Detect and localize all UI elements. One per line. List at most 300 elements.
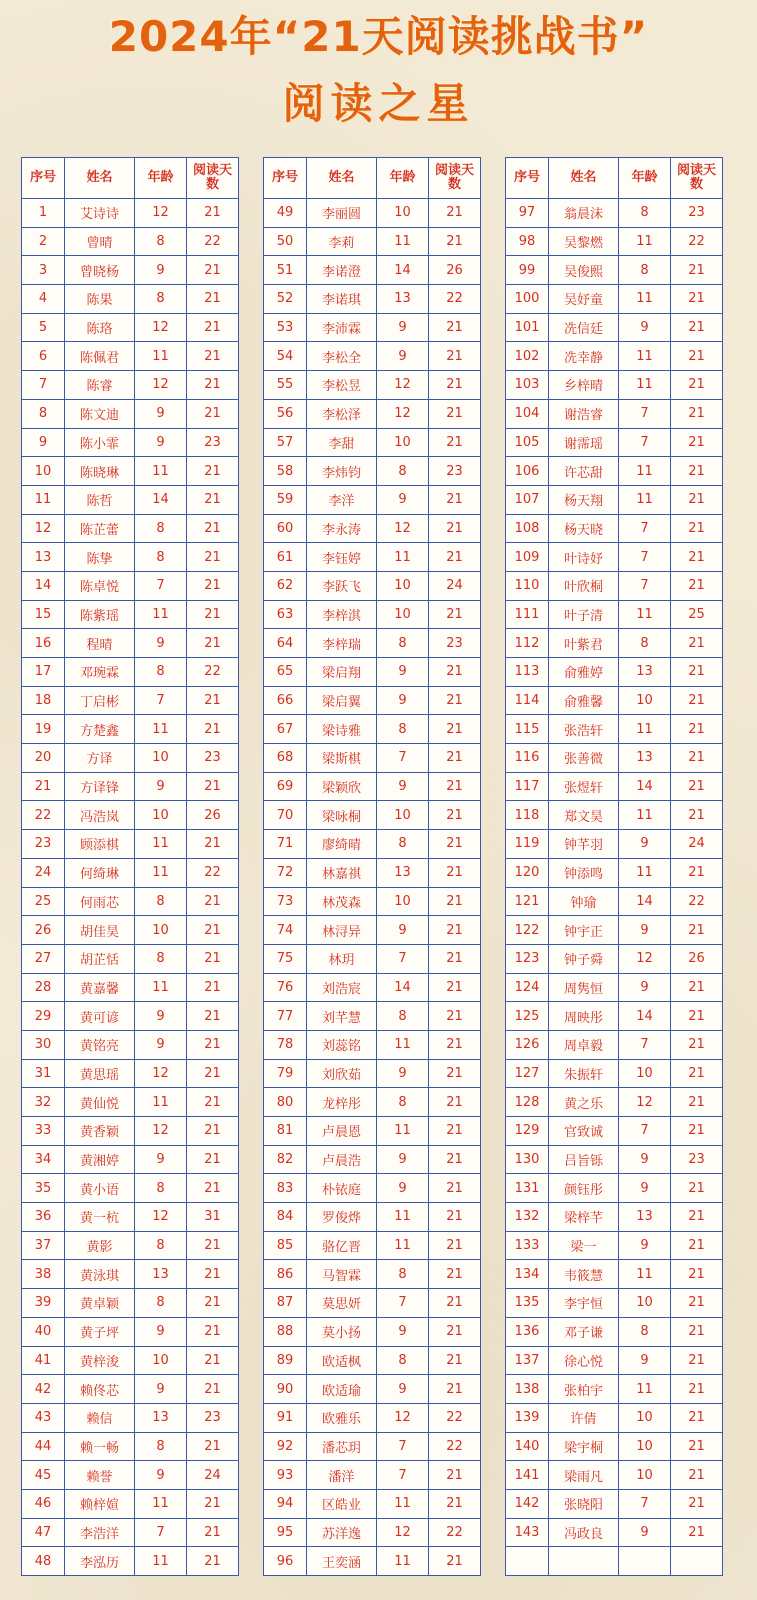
table-row	[506, 1317, 723, 1346]
table-row	[264, 1461, 481, 1490]
table-row	[22, 571, 239, 600]
cell-age: 14	[377, 973, 429, 1002]
cell-no: 99	[506, 256, 549, 285]
cell-days: 21	[187, 571, 239, 600]
cell-age: 11	[135, 342, 187, 371]
table-row	[506, 1547, 723, 1576]
cell-age: 8	[619, 199, 671, 228]
cell-days: 21	[429, 944, 481, 973]
table-row	[506, 428, 723, 457]
cell-age: 9	[377, 1174, 429, 1203]
cell-age	[619, 1547, 671, 1576]
cell-days: 21	[671, 686, 723, 715]
cell-name: 李宇恒	[549, 1289, 619, 1318]
cell-age: 8	[135, 1174, 187, 1203]
cell-name: 朱振轩	[549, 1059, 619, 1088]
cell-name: 赖佟芯	[65, 1375, 135, 1404]
cell-days: 22	[187, 658, 239, 687]
cell-age: 8	[135, 944, 187, 973]
cell-name: 俞雅馨	[549, 686, 619, 715]
cell-no: 65	[264, 658, 307, 687]
table-row	[264, 256, 481, 285]
cell-no: 118	[506, 801, 549, 830]
cell-age: 7	[377, 1461, 429, 1490]
cell-days: 21	[429, 1059, 481, 1088]
cell-no: 97	[506, 199, 549, 228]
cell-age: 8	[135, 227, 187, 256]
cell-age: 10	[377, 887, 429, 916]
cell-age: 13	[619, 744, 671, 773]
cell-days: 21	[187, 1317, 239, 1346]
cell-no: 19	[22, 715, 65, 744]
header-name: 姓名	[307, 158, 377, 199]
header-no: 序号	[506, 158, 549, 199]
cell-name: 莫小扬	[307, 1317, 377, 1346]
table-row	[506, 543, 723, 572]
cell-age: 12	[135, 199, 187, 228]
cell-name: 吴俊熙	[549, 256, 619, 285]
cell-days: 21	[671, 1260, 723, 1289]
table-header-row	[22, 158, 239, 199]
cell-age: 8	[377, 1346, 429, 1375]
cell-days: 21	[187, 1030, 239, 1059]
table-row	[264, 1030, 481, 1059]
cell-days: 21	[671, 342, 723, 371]
cell-age: 10	[135, 744, 187, 773]
cell-name: 李梓瑞	[307, 629, 377, 658]
cell-name: 黄卓颖	[65, 1289, 135, 1318]
cell-no: 125	[506, 1002, 549, 1031]
cell-name: 李炜钧	[307, 457, 377, 486]
table-row	[264, 686, 481, 715]
table-row	[22, 1059, 239, 1088]
table-row	[506, 285, 723, 314]
table-row	[22, 399, 239, 428]
cell-name: 胡佳昊	[65, 916, 135, 945]
cell-age: 7	[377, 944, 429, 973]
table-row	[22, 1289, 239, 1318]
table-row	[264, 313, 481, 342]
cell-days: 21	[187, 887, 239, 916]
cell-name: 黄湘婷	[65, 1145, 135, 1174]
cell-age: 10	[377, 571, 429, 600]
cell-no: 104	[506, 399, 549, 428]
cell-no: 123	[506, 944, 549, 973]
cell-name: 陈晓琳	[65, 457, 135, 486]
cell-days: 21	[429, 543, 481, 572]
table-row	[506, 858, 723, 887]
cell-age: 8	[135, 285, 187, 314]
cell-name: 刘芊慧	[307, 1002, 377, 1031]
cell-name: 张柏宇	[549, 1375, 619, 1404]
table-row	[264, 1346, 481, 1375]
cell-no: 38	[22, 1260, 65, 1289]
table-row	[22, 285, 239, 314]
cell-age: 7	[619, 514, 671, 543]
cell-age: 12	[135, 313, 187, 342]
cell-days: 21	[187, 1088, 239, 1117]
cell-no: 90	[264, 1375, 307, 1404]
cell-days: 21	[187, 1289, 239, 1318]
cell-age: 9	[377, 658, 429, 687]
table-row	[264, 916, 481, 945]
cell-no: 136	[506, 1317, 549, 1346]
cell-name: 欧适枫	[307, 1346, 377, 1375]
cell-age: 13	[377, 285, 429, 314]
table-row	[22, 1117, 239, 1146]
cell-age: 11	[619, 600, 671, 629]
table-row	[264, 199, 481, 228]
cell-days: 21	[671, 1289, 723, 1318]
cell-name: 周隽恒	[549, 973, 619, 1002]
cell-days: 21	[187, 1002, 239, 1031]
cell-age: 11	[619, 371, 671, 400]
table-row	[506, 371, 723, 400]
cell-no: 32	[22, 1088, 65, 1117]
cell-days: 23	[187, 744, 239, 773]
cell-no: 16	[22, 629, 65, 658]
cell-name: 陈紫瑶	[65, 600, 135, 629]
cell-no: 105	[506, 428, 549, 457]
cell-age: 9	[135, 1375, 187, 1404]
cell-no: 89	[264, 1346, 307, 1375]
cell-days: 21	[187, 457, 239, 486]
cell-age: 9	[619, 1174, 671, 1203]
cell-name: 谢浩睿	[549, 399, 619, 428]
table-row	[264, 600, 481, 629]
table-row	[506, 1145, 723, 1174]
table-row	[506, 256, 723, 285]
cell-no: 116	[506, 744, 549, 773]
cell-days: 21	[429, 744, 481, 773]
cell-days: 22	[429, 1403, 481, 1432]
table-row	[22, 1489, 239, 1518]
cell-no: 85	[264, 1231, 307, 1260]
cell-age: 11	[377, 1547, 429, 1576]
cell-days: 21	[429, 227, 481, 256]
cell-days: 24	[671, 830, 723, 859]
table-header-row	[264, 158, 481, 199]
cell-name: 吕旨铄	[549, 1145, 619, 1174]
cell-name: 骆亿晋	[307, 1231, 377, 1260]
cell-days: 21	[429, 715, 481, 744]
cell-name: 郑文昊	[549, 801, 619, 830]
table-row	[506, 973, 723, 1002]
cell-no: 135	[506, 1289, 549, 1318]
cell-no: 52	[264, 285, 307, 314]
cell-age: 11	[135, 830, 187, 859]
cell-days: 21	[429, 514, 481, 543]
cell-age: 8	[377, 1088, 429, 1117]
cell-age: 13	[135, 1403, 187, 1432]
table-row	[506, 629, 723, 658]
cell-days: 21	[187, 371, 239, 400]
table-row	[264, 285, 481, 314]
cell-days: 21	[187, 1145, 239, 1174]
cell-age: 9	[135, 428, 187, 457]
cell-name: 刘蕊铭	[307, 1030, 377, 1059]
table-row	[22, 600, 239, 629]
table-row	[506, 1403, 723, 1432]
table-row	[506, 1375, 723, 1404]
table-row	[264, 1289, 481, 1318]
table-row	[506, 227, 723, 256]
cell-age: 11	[619, 342, 671, 371]
table-row	[22, 457, 239, 486]
cell-days: 21	[671, 916, 723, 945]
cell-no: 50	[264, 227, 307, 256]
cell-no: 10	[22, 457, 65, 486]
cell-name: 梁宇桐	[549, 1432, 619, 1461]
cell-no: 20	[22, 744, 65, 773]
cell-age: 11	[619, 858, 671, 887]
cell-no: 30	[22, 1030, 65, 1059]
cell-name: 梁颖欣	[307, 772, 377, 801]
header-no: 序号	[264, 158, 307, 199]
cell-no: 126	[506, 1030, 549, 1059]
cell-name: 赖信	[65, 1403, 135, 1432]
cell-days: 21	[671, 256, 723, 285]
cell-age: 11	[135, 973, 187, 1002]
cell-no: 57	[264, 428, 307, 457]
cell-days: 21	[671, 1174, 723, 1203]
table-row	[264, 830, 481, 859]
cell-name: 莫思妍	[307, 1289, 377, 1318]
table-row	[506, 887, 723, 916]
cell-age: 9	[377, 313, 429, 342]
table-row	[506, 744, 723, 773]
cell-days: 21	[671, 772, 723, 801]
cell-age: 7	[619, 1030, 671, 1059]
cell-age: 11	[135, 600, 187, 629]
cell-no: 6	[22, 342, 65, 371]
table-row	[264, 973, 481, 1002]
cell-days: 22	[429, 1518, 481, 1547]
cell-no: 122	[506, 916, 549, 945]
table-row	[264, 1231, 481, 1260]
cell-age: 7	[377, 1289, 429, 1318]
cell-no: 17	[22, 658, 65, 687]
cell-name: 陈睿	[65, 371, 135, 400]
cell-days: 21	[187, 199, 239, 228]
cell-age: 14	[619, 1002, 671, 1031]
header-no: 序号	[22, 158, 65, 199]
table-row	[506, 1260, 723, 1289]
cell-days: 21	[671, 428, 723, 457]
cell-name: 林浔异	[307, 916, 377, 945]
table-row	[264, 371, 481, 400]
cell-days: 21	[187, 830, 239, 859]
cell-days: 22	[429, 285, 481, 314]
cell-age: 12	[377, 399, 429, 428]
table-row	[506, 830, 723, 859]
cell-no: 69	[264, 772, 307, 801]
cell-no: 138	[506, 1375, 549, 1404]
cell-age: 9	[619, 313, 671, 342]
cell-name: 曾晴	[65, 227, 135, 256]
cell-name: 黄之乐	[549, 1088, 619, 1117]
table-row	[506, 1002, 723, 1031]
cell-age: 10	[377, 428, 429, 457]
table-row	[22, 428, 239, 457]
cell-no: 79	[264, 1059, 307, 1088]
table-row	[264, 801, 481, 830]
cell-days: 21	[429, 916, 481, 945]
cell-age: 7	[619, 428, 671, 457]
table-row	[264, 1260, 481, 1289]
cell-name: 黄小语	[65, 1174, 135, 1203]
table-row	[22, 199, 239, 228]
cell-days: 21	[429, 858, 481, 887]
cell-days: 21	[671, 457, 723, 486]
cell-days: 21	[671, 801, 723, 830]
cell-name: 钟宇正	[549, 916, 619, 945]
cell-days: 21	[187, 629, 239, 658]
cell-name: 邓琬霖	[65, 658, 135, 687]
cell-days: 21	[429, 371, 481, 400]
cell-no: 112	[506, 629, 549, 658]
cell-no: 4	[22, 285, 65, 314]
table-row	[264, 715, 481, 744]
cell-days: 21	[671, 1030, 723, 1059]
cell-no: 72	[264, 858, 307, 887]
cell-days: 21	[187, 313, 239, 342]
cell-no: 36	[22, 1203, 65, 1232]
cell-days: 21	[671, 1002, 723, 1031]
cell-age: 12	[135, 1117, 187, 1146]
cell-name: 李浩洋	[65, 1518, 135, 1547]
cell-days: 21	[187, 1518, 239, 1547]
cell-age: 12	[619, 944, 671, 973]
roster-table-3	[505, 157, 723, 1576]
cell-no: 86	[264, 1260, 307, 1289]
cell-no: 46	[22, 1489, 65, 1518]
cell-name: 李永涛	[307, 514, 377, 543]
cell-name: 马智霖	[307, 1260, 377, 1289]
cell-days: 21	[671, 1489, 723, 1518]
cell-days: 21	[429, 801, 481, 830]
cell-no: 48	[22, 1547, 65, 1576]
cell-days: 21	[429, 1489, 481, 1518]
table-row	[264, 944, 481, 973]
table-row	[264, 1547, 481, 1576]
cell-name: 顾添棋	[65, 830, 135, 859]
cell-age: 11	[619, 285, 671, 314]
cell-name: 丁启彬	[65, 686, 135, 715]
cell-days: 21	[671, 571, 723, 600]
cell-no: 113	[506, 658, 549, 687]
cell-name: 乡梓晴	[549, 371, 619, 400]
cell-name: 罗俊烨	[307, 1203, 377, 1232]
cell-days: 22	[429, 1432, 481, 1461]
cell-days: 21	[671, 1231, 723, 1260]
cell-no: 94	[264, 1489, 307, 1518]
cell-name: 黄铭亮	[65, 1030, 135, 1059]
cell-age: 7	[619, 399, 671, 428]
table-row	[506, 600, 723, 629]
table-row	[264, 858, 481, 887]
table-row	[264, 399, 481, 428]
cell-age: 11	[135, 457, 187, 486]
cell-days: 21	[187, 1117, 239, 1146]
cell-age: 9	[135, 1002, 187, 1031]
table-row	[506, 801, 723, 830]
cell-age: 8	[135, 658, 187, 687]
table-row	[506, 313, 723, 342]
cell-age: 11	[135, 1489, 187, 1518]
cell-name: 梁诗雅	[307, 715, 377, 744]
cell-age: 12	[619, 1088, 671, 1117]
table-row	[22, 1231, 239, 1260]
cell-days: 21	[671, 973, 723, 1002]
header-days: 阅读天数	[187, 158, 239, 199]
cell-days: 26	[671, 944, 723, 973]
cell-name: 冼信廷	[549, 313, 619, 342]
cell-age: 13	[619, 1203, 671, 1232]
header-age: 年龄	[135, 158, 187, 199]
cell-name: 黄梓浚	[65, 1346, 135, 1375]
cell-no: 63	[264, 600, 307, 629]
cell-age: 11	[377, 1030, 429, 1059]
cell-name: 潘洋	[307, 1461, 377, 1490]
table-row	[22, 1317, 239, 1346]
cell-name: 陈卓悦	[65, 571, 135, 600]
cell-name: 陈小霏	[65, 428, 135, 457]
cell-days: 21	[429, 1145, 481, 1174]
table-row	[264, 1059, 481, 1088]
cell-no: 22	[22, 801, 65, 830]
table-row	[264, 571, 481, 600]
cell-age: 9	[377, 772, 429, 801]
table-row	[506, 1461, 723, 1490]
cell-days: 21	[671, 658, 723, 687]
cell-age: 7	[619, 571, 671, 600]
cell-no: 121	[506, 887, 549, 916]
cell-name: 张善微	[549, 744, 619, 773]
table-row	[264, 1117, 481, 1146]
cell-days: 21	[671, 715, 723, 744]
cell-age: 10	[619, 1432, 671, 1461]
cell-name: 吴黎燃	[549, 227, 619, 256]
cell-age: 14	[377, 256, 429, 285]
table-row	[264, 342, 481, 371]
cell-age: 10	[135, 801, 187, 830]
cell-days: 21	[671, 1346, 723, 1375]
header-days: 阅读天数	[429, 158, 481, 199]
table-row	[264, 543, 481, 572]
cell-days: 21	[671, 1088, 723, 1117]
cell-days: 21	[187, 916, 239, 945]
table-row	[22, 1030, 239, 1059]
cell-age: 8	[135, 543, 187, 572]
table-header-row	[506, 158, 723, 199]
table-row	[22, 1174, 239, 1203]
cell-no: 14	[22, 571, 65, 600]
cell-no: 130	[506, 1145, 549, 1174]
cell-no: 131	[506, 1174, 549, 1203]
cell-name: 冯政良	[549, 1518, 619, 1547]
cell-name: 张煜轩	[549, 772, 619, 801]
cell-no: 41	[22, 1346, 65, 1375]
cell-no: 70	[264, 801, 307, 830]
cell-name: 翁晨沫	[549, 199, 619, 228]
cell-days: 21	[429, 199, 481, 228]
cell-age: 8	[377, 830, 429, 859]
cell-name: 李诺琪	[307, 285, 377, 314]
cell-days: 21	[187, 686, 239, 715]
table-row	[506, 1518, 723, 1547]
cell-age: 9	[135, 1030, 187, 1059]
